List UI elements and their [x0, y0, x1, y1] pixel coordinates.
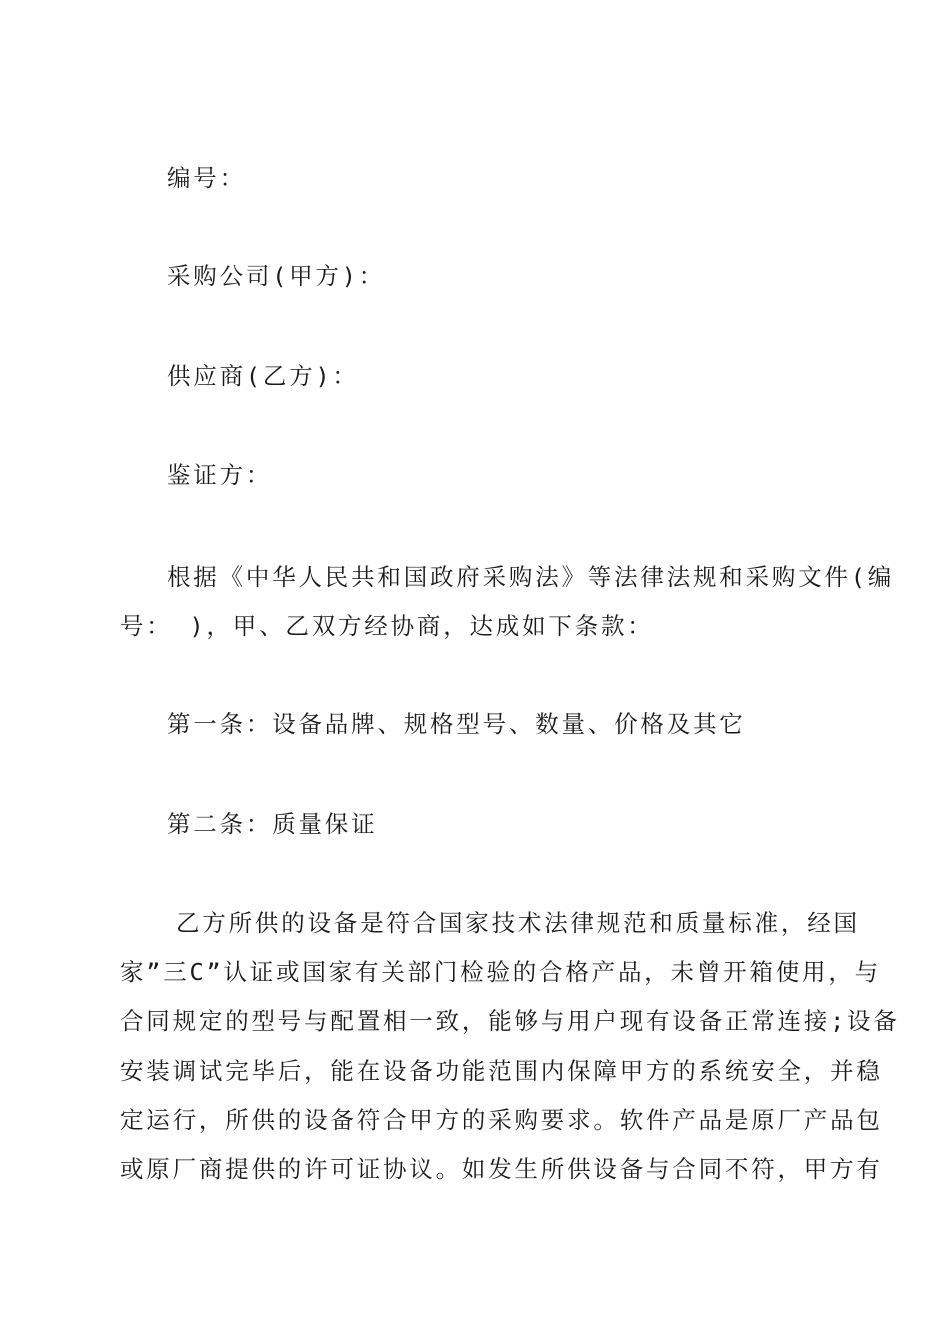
article-1-heading: 第一条：设备品牌、规格型号、数量、价格及其它 — [167, 710, 746, 738]
quality-paragraph-line: 定运行，所供的设备符合甲方的采购要求。软件产品是原厂产品包 — [120, 1106, 883, 1134]
intro-paragraph-line: 根据《中华人民共和国政府采购法》等法律法规和采购文件(编 — [167, 563, 895, 591]
quality-paragraph-line: 乙方所供的设备是符合国家技术法律规范和质量标准，经国 — [176, 909, 860, 937]
purchaser-label: 采购公司(甲方)： — [167, 262, 385, 290]
contract-number-label: 编号： — [167, 164, 246, 192]
article-2-heading: 第二条：质量保证 — [167, 810, 378, 838]
supplier-label: 供应商(乙方)： — [167, 362, 359, 390]
quality-paragraph-line: 家”三C”认证或国家有关部门检验的合格产品，未曾开箱使用，与 — [120, 958, 881, 986]
quality-paragraph-line: 安装调试完毕后，能在设备功能范围内保障甲方的系统安全，并稳 — [120, 1057, 883, 1085]
intro-paragraph-line: 号： )，甲、乙双方经协商，达成如下条款： — [120, 612, 654, 640]
quality-paragraph-line: 合同规定的型号与配置相一致，能够与用户现有设备正常连接;设备 — [120, 1007, 900, 1035]
quality-paragraph-line: 或原厂商提供的许可证协议。如发生所供设备与合同不符，甲方有 — [120, 1155, 883, 1183]
witness-label: 鉴证方： — [167, 461, 273, 489]
